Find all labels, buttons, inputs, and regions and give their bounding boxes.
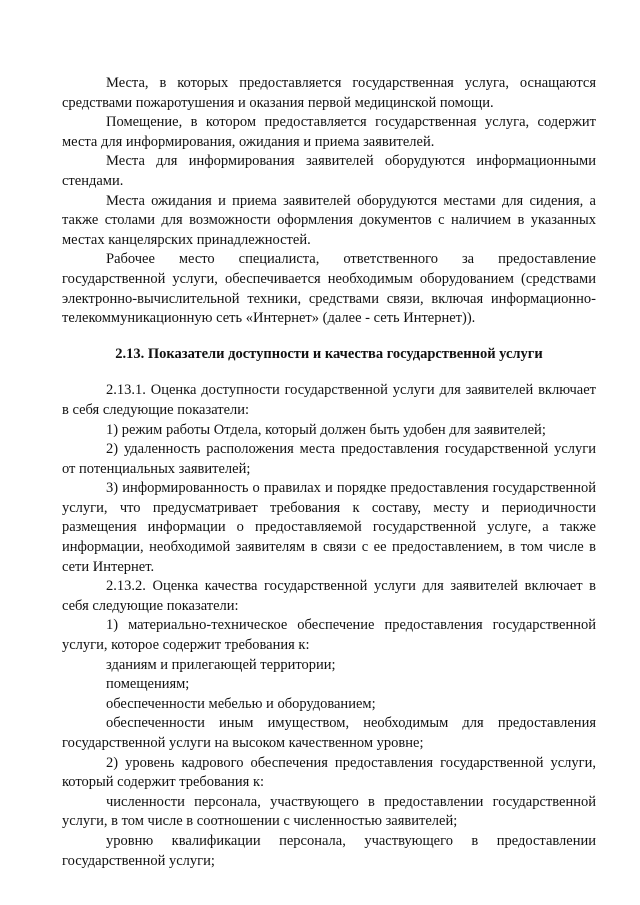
indicators-section [62,381,596,871]
paragraph: Места ожидания и приема заявителей оборудуются местами для сидения, а также столами для возможности оформления документов с наличием в указанных местах канцелярских принадлежностей. [62,192,596,248]
list-item: обеспеченности иным имуществом, необходимым для предоставления государственной услуги на высоком качественном уровне; [62,715,596,751]
list-item: 3) информированность о правилах и порядке предоставления государственной услуги, что предусматривает требования к составу, месту и периодичности размещения информации о предоставляемой государственной услуге, а также информации, необходимой заявителям в связи с ее предоставлением, в том числе в сети Интернет. [62,480,596,575]
list-item: зданиям и прилегающей территории; [106,656,336,673]
intro-section [62,74,596,329]
list-item: 1) режим работы Отдела, который должен быть удобен для заявителей; [106,421,546,438]
paragraph: 2.13.1. Оценка доступности государственной услуги для заявителей включает в себя следующие показатели: [62,382,596,418]
paragraph: Помещение, в котором предоставляется государственная услуга, содержит места для информирования, ожидания и приема заявителей. [62,114,596,150]
list-item: помещениям; [106,676,190,693]
list-item: 2) удаленность расположения места предоставления государственной услуги от потенциальных заявителей; [62,441,596,477]
list-item: 1) материально-техническое обеспечение предоставления государственной услуги, которое содержит требования к: [62,617,596,654]
paragraph: Рабочее место специалиста, ответственного за предоставление государственной услуги, обеспечивается необходимым оборудованием (средствами электронно-вычислительной техники, средствами связи, включая информационно-телекоммуникационную сеть «Интернет» (далее - сеть Интернет)). [62,251,596,327]
list-item: численности персонала, участвующего в предоставлении государственной услуги, в том числе в соотношении с численностью заявителей; [62,793,596,830]
list-item: уровню квалификации персонала, участвующего в предоставлении государственной услуги; [62,832,596,869]
paragraph: Места для информирования заявителей оборудуются информационными стендами. [62,153,596,189]
list-item: обеспеченности мебелью и оборудованием; [106,695,376,712]
list-item: 2) уровень кадрового обеспечения предоставления государственной услуги, который содержит требования к: [62,754,596,791]
paragraph: 2.13.2. Оценка качества государственной услуги для заявителей включает в себя следующие показатели: [62,578,596,614]
section-heading: 2.13. Показатели доступности и качества государственной услуги [115,345,543,362]
paragraph: Места, в которых предоставляется государственная услуга, оснащаются средствами пожаротушения и оказания первой медицинской помощи. [62,75,596,111]
